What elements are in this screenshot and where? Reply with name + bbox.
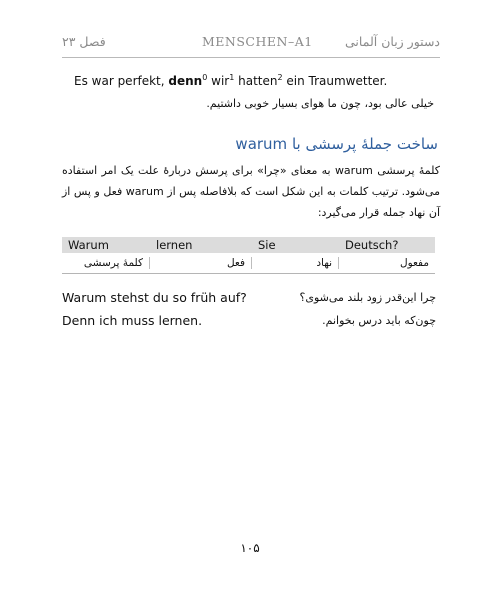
table-header-cell: Deutsch?: [345, 238, 399, 252]
dialogue-german-answer: Denn ich muss lernen.: [62, 313, 203, 328]
example-part: Es war perfekt,: [74, 74, 169, 88]
explanation-paragraph: کلمهٔ پرسشی warum به معنای «چرا» برای پرسش دربارهٔ علت یک امر استفاده می‌شود. ترتیب کلمات به این شکل است که بلافاصله پس از warum فعل و پس از آن نهاد جمله قرار می‌گیرد:: [62, 164, 440, 219]
table-header-cell: Warum: [68, 238, 109, 252]
header-divider: [62, 57, 440, 58]
example-part: hatten: [234, 74, 278, 88]
chapter-label: فصل ۲۳: [62, 34, 106, 49]
word-order-table: [62, 237, 435, 274]
table-header-row: [62, 237, 435, 253]
table-cell: فعل: [150, 257, 252, 269]
book-title: MENSCHEN–A1: [202, 34, 313, 49]
dialogue-persian-answer: چون‌که باید درس بخوانم.: [322, 314, 436, 327]
page-number: ۱۰۵: [240, 541, 260, 555]
example-index: 0: [202, 73, 208, 82]
section-heading: ساخت جملهٔ پرسشی با warum: [235, 135, 438, 153]
example-german-sentence: [74, 74, 387, 88]
table-header-cell: Sie: [258, 238, 276, 252]
table-cell: کلمهٔ پرسشی: [62, 257, 150, 269]
example-persian-translation: خیلی عالی بود، چون ما هوای بسیار خوبی داشتیم.: [206, 97, 434, 110]
dialogue-persian-question: چرا این‌قدر زود بلند می‌شوی؟: [299, 291, 436, 304]
example-part: ein Traumwetter.: [282, 74, 388, 88]
table-cell: مفعول: [399, 257, 429, 269]
example-index: 1: [229, 73, 235, 82]
example-part: wir: [207, 74, 230, 88]
table-cell: نهاد: [252, 257, 339, 269]
subject-label: دستور زبان آلمانی: [345, 34, 440, 49]
table-header-cell: lernen: [156, 238, 193, 252]
example-index: 2: [277, 73, 283, 82]
example-keyword: denn: [168, 74, 203, 88]
dialogue-german-question: Warum stehst du so früh auf?: [62, 290, 247, 305]
table-row: [62, 253, 435, 274]
page-header: [62, 34, 440, 54]
